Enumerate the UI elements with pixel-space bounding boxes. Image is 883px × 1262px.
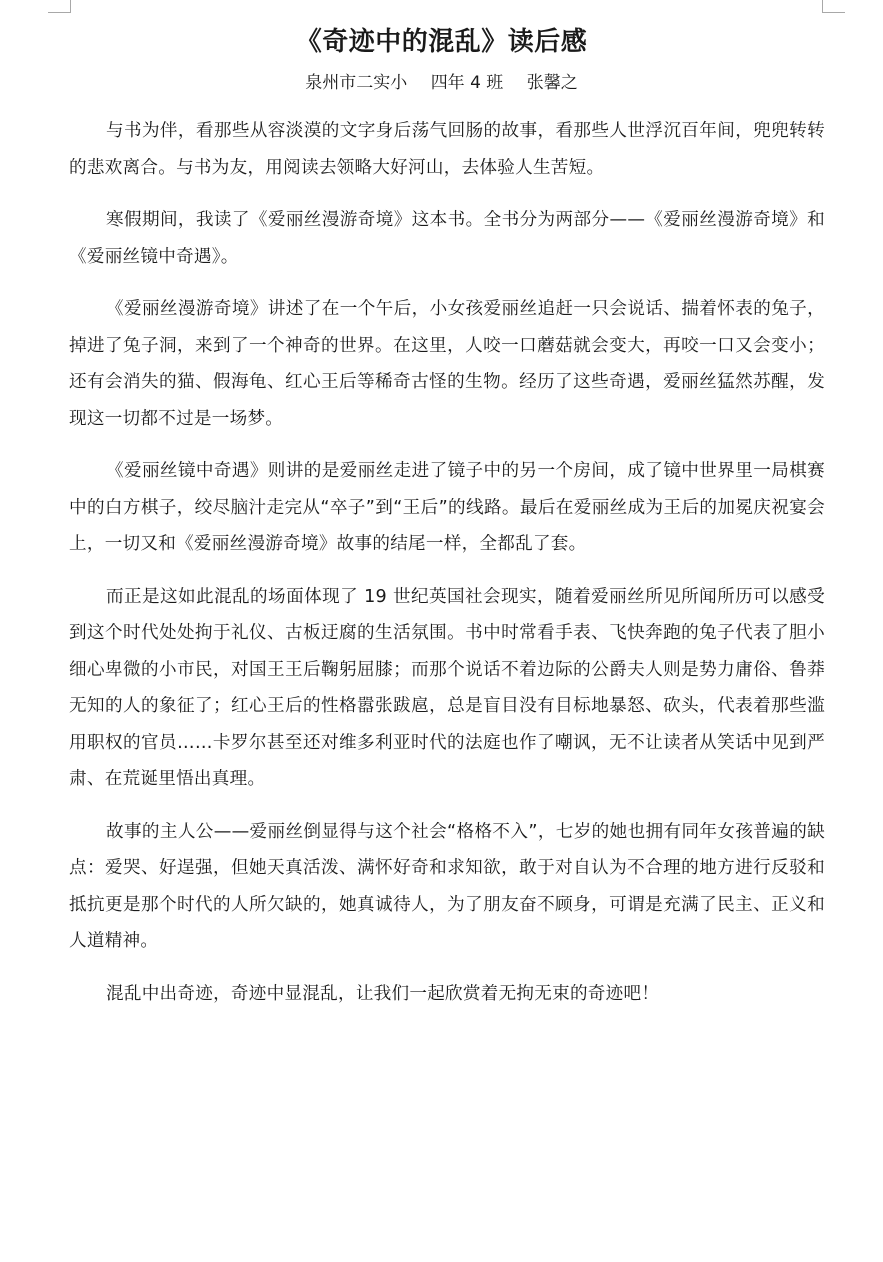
byline <box>0 68 883 98</box>
paragraph-4: 《爱丽丝镜中奇遇》则讲的是爱丽丝走进了镜子中的另一个房间，成了镜中世界里一局棋赛中的白方棋子，绞尽脑汁走完从“卒子”到“王后”的线路。最后在爱丽丝成为王后的加冕庆祝宴会上，一切又和《爱丽丝漫游奇境》故事的结尾一样，全都乱了套。 <box>69 461 825 554</box>
byline-author: 张馨之 <box>526 73 578 93</box>
crop-mark-top-right <box>822 0 845 13</box>
paragraph-7: 混乱中出奇迹，奇迹中显混乱，让我们一起欣赏着无拘无束的奇迹吧！ <box>106 983 660 1004</box>
paragraph-6: 故事的主人公——爱丽丝倒显得与这个社会“格格不入”，七岁的她也拥有同年女孩普遍的缺点：爱哭、好逞强，但她天真活泼、满怀好奇和求知欲，敢于对自认为不合理的地方进行反驳和抵抗更是那个时代的人所欠缺的，她真诚待人，为了朋友奋不顾身，可谓是充满了民主、正义和人道精神。 <box>69 821 825 951</box>
byline-school: 泉州市二实小 <box>305 73 408 93</box>
paragraph-5: 而正是这如此混乱的场面体现了 19 世纪英国社会现实，随着爱丽丝所见所闻所历可以感受到这个时代处处拘于礼仪、古板迂腐的生活氛围。书中时常看手表、飞快奔跑的兔子代表了胆小细心卑微的小市民，对国王王后鞠躬屈膝；而那个说话不着边际的公爵夫人则是势力庸俗、鲁莽无知的人的象征了；红心王后的性格嚣张跋扈，总是盲目没有目标地暴怒、砍头，代表着那些滥用职权的官员……卡罗尔甚至还对维多利亚时代的法庭也作了嘲讽，无不让读者从笑话中见到严肃、在荒诞里悟出真理。 <box>69 586 825 789</box>
paragraph-3: 《爱丽丝漫游奇境》讲述了在一个午后，小女孩爱丽丝追赶一只会说话、揣着怀表的兔子，掉进了兔子洞，来到了一个神奇的世界。在这里，人咬一口蘑菇就会变大，再咬一口又会变小；还有会消失的猫、假海龟、红心王后等稀奇古怪的生物。经历了这些奇遇，爱丽丝猛然苏醒，发现这一切都不过是一场梦。 <box>69 299 825 429</box>
document-title: 《奇迹中的混乱》读后感 <box>295 27 588 57</box>
essay-body <box>69 113 825 1028</box>
byline-class: 四年 4 班 <box>430 73 504 93</box>
paragraph-2: 寒假期间，我读了《爱丽丝漫游奇境》这本书。全书分为两部分——《爱丽丝漫游奇境》和《爱丽丝镜中奇遇》。 <box>69 210 825 267</box>
crop-mark-top-left <box>48 0 71 13</box>
paragraph-1: 与书为伴，看那些从容淡漠的文字身后荡气回肠的故事，看那些人世浮沉百年间，兜兜转转的悲欢离合。与书为友，用阅读去领略大好河山，去体验人生苦短。 <box>69 121 825 178</box>
